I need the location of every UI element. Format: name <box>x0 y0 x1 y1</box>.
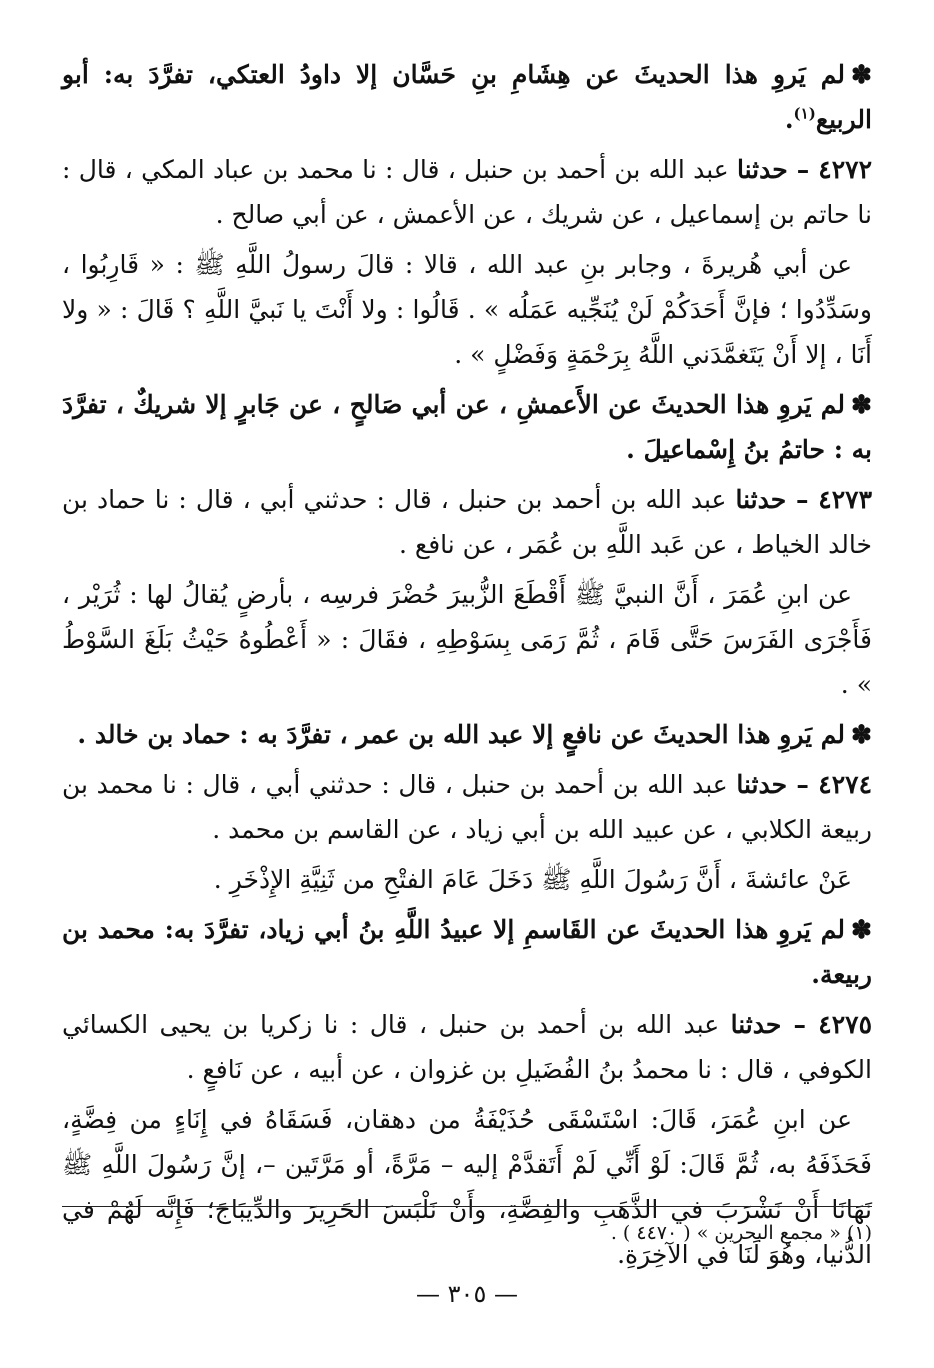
footnote: (١) « مجمع البحرين » ( ٤٤٧٠ ) . <box>610 1222 872 1244</box>
isnad-text: عبد الله بن أحمد بن حنبل ، قال : نا محمد بن عباد المكي ، قال : نا حاتم بن إسماعيل ، عن شريك ، عن الأعمش ، عن أبي صالح . <box>62 155 872 229</box>
hadith-number: ٤٢٧٥ – حدثنا <box>730 1010 872 1039</box>
hadith-isnad-4273 <box>62 477 872 567</box>
note-text: لم يَروِ هذا الحديثَ عن الأَعمشِ ، عن أبي صَالحٍ ، عن جَابرٍ إلا شريكٌ ، تفرَّدَ به : حاتمُ بنُ إِسْماعيلَ . <box>62 390 872 464</box>
hadith-matn-4274 <box>62 857 872 902</box>
star-marker: ✽ <box>851 390 872 419</box>
hadith-matn-4272 <box>62 242 872 377</box>
hadith-matn-4273 <box>62 572 872 707</box>
page-body <box>62 52 872 1282</box>
hadith-isnad-4274 <box>62 762 872 852</box>
matn-text: عن ابنِ عُمَرَ، قَالَ: اسْتَسْقَى حُذَيْفَةُ من دهقان، فَسَقَاهُ في إِنَاءٍ من فِضَّةٍ، فَحَذَفَهُ به، ثُمَّ قَالَ: لَوْ أَنِّي لَمْ أَتَقدَّمْ إليه – مَرَّةً، أو مَرَّتَين –، إنَّ رَسُولَ اللَّهِ ﷺ نَهَانَا أَنْ نَشْرَبَ في الذَّهَبِ والفِضَّةِ، وأَنْ نَلْبَسَ الحَرِيرَ والدِّيبَاجَ؛ فَإِنَّه لَهُمْ في الدُّنيا، وهُوَ لَنَا في الآخِرَةِ. <box>62 1105 872 1269</box>
footnote-reference[interactable]: (١) <box>793 104 816 123</box>
hadith-number: ٤٢٧٢ – حدثنا <box>737 155 872 184</box>
footnote-divider <box>62 1206 872 1207</box>
matn-text: عَنْ عائشةَ ، أَنَّ رَسُولَ اللَّهِ ﷺ دَخَلَ عَامَ الفتْحِ من ثَنِيَّةِ الإِذْخَرِ . <box>213 865 852 894</box>
note-paragraph <box>62 907 872 997</box>
star-marker: ✽ <box>851 915 872 944</box>
page-number: — ٣٠٥ — <box>416 1280 518 1308</box>
isnad-text: عبد الله بن أحمد بن حنبل ، قال : حدثني أبي ، قال : نا محمد بن ربيعة الكلابي ، عن عبيد الله بن أبي زياد ، عن القاسم بن محمد . <box>62 770 872 844</box>
matn-text: عن ابنِ عُمَرَ ، أَنَّ النبيَّ ﷺ أَقْطَعَ الزُّبيرَ حُضْرَ فرسِه ، بأرضٍ يُقالُ لها : ثُرَيْر ، فَأَجْرَى الفَرَسَ حَتَّى قَامَ ، ثُمَّ رَمَى بِسَوْطِهِ ، فقَالَ : « أَعْطُوهُ حَيْثُ بَلَغَ السَّوْطُ » . <box>62 580 872 699</box>
note-paragraph <box>62 712 872 757</box>
note-paragraph <box>62 52 872 142</box>
matn-text: عن أبي هُريرةَ ، وجابر بنِ عبد الله ، قالا : قالَ رسولُ اللَّهِ ﷺ : « قَارِبُوا ، وسَدِّدُوا ؛ فإنَّ أَحَدَكُمْ لَنْ يُنَجِّيه عَمَلُه » . قَالُوا : ولا أَنْتَ يا نَبيَّ اللَّهِ ؟ قَالَ : « ولا أَنَا ، إلا أَنْ يَتَغمَّدَني اللَّهُ بِرَحْمَةٍ وَفَضْلٍ » . <box>62 250 872 369</box>
hadith-isnad-4272 <box>62 147 872 237</box>
star-marker: ✽ <box>851 720 872 749</box>
hadith-number: ٤٢٧٤ – حدثنا <box>736 770 872 799</box>
note-end: . <box>784 105 794 134</box>
note-text: لم يَروِ هذا الحديثَ عن نافعٍ إلا عبد الله بن عمر ، تفرَّدَ به : حماد بن خالد . <box>77 720 846 749</box>
hadith-isnad-4275 <box>62 1002 872 1092</box>
isnad-text: عبد الله بن أحمد بن حنبل ، قال : نا زكريا بن يحيى الكسائي الكوفي ، قال : نا محمدُ بنُ الفُضَيلِ بن غزوان ، عن أبيه ، عن نَافعٍ . <box>62 1010 872 1084</box>
hadith-matn-4275 <box>62 1097 872 1277</box>
note-text: لم يَروِ هذا الحديثَ عن القَاسمِ إلا عبيدُ اللَّهِ بنُ أبي زياد، تفرَّدَ به: محمد بن ربيعة. <box>62 915 872 989</box>
isnad-text: عبد الله بن أحمد بن حنبل ، قال : حدثني أبي ، قال : نا حماد بن خالد الخياط ، عن عَبد اللَّهِ بن عُمَر ، عن نافع . <box>62 485 872 559</box>
star-marker: ✽ <box>851 60 872 89</box>
note-text: لم يَروِ هذا الحديثَ عن هِشَامِ بنِ حَسَّان إلا داودُ العتكي، تفرَّدَ به: أبو الربيع <box>62 60 872 134</box>
note-paragraph <box>62 382 872 472</box>
hadith-number: ٤٢٧٣ – حدثنا <box>735 485 872 514</box>
